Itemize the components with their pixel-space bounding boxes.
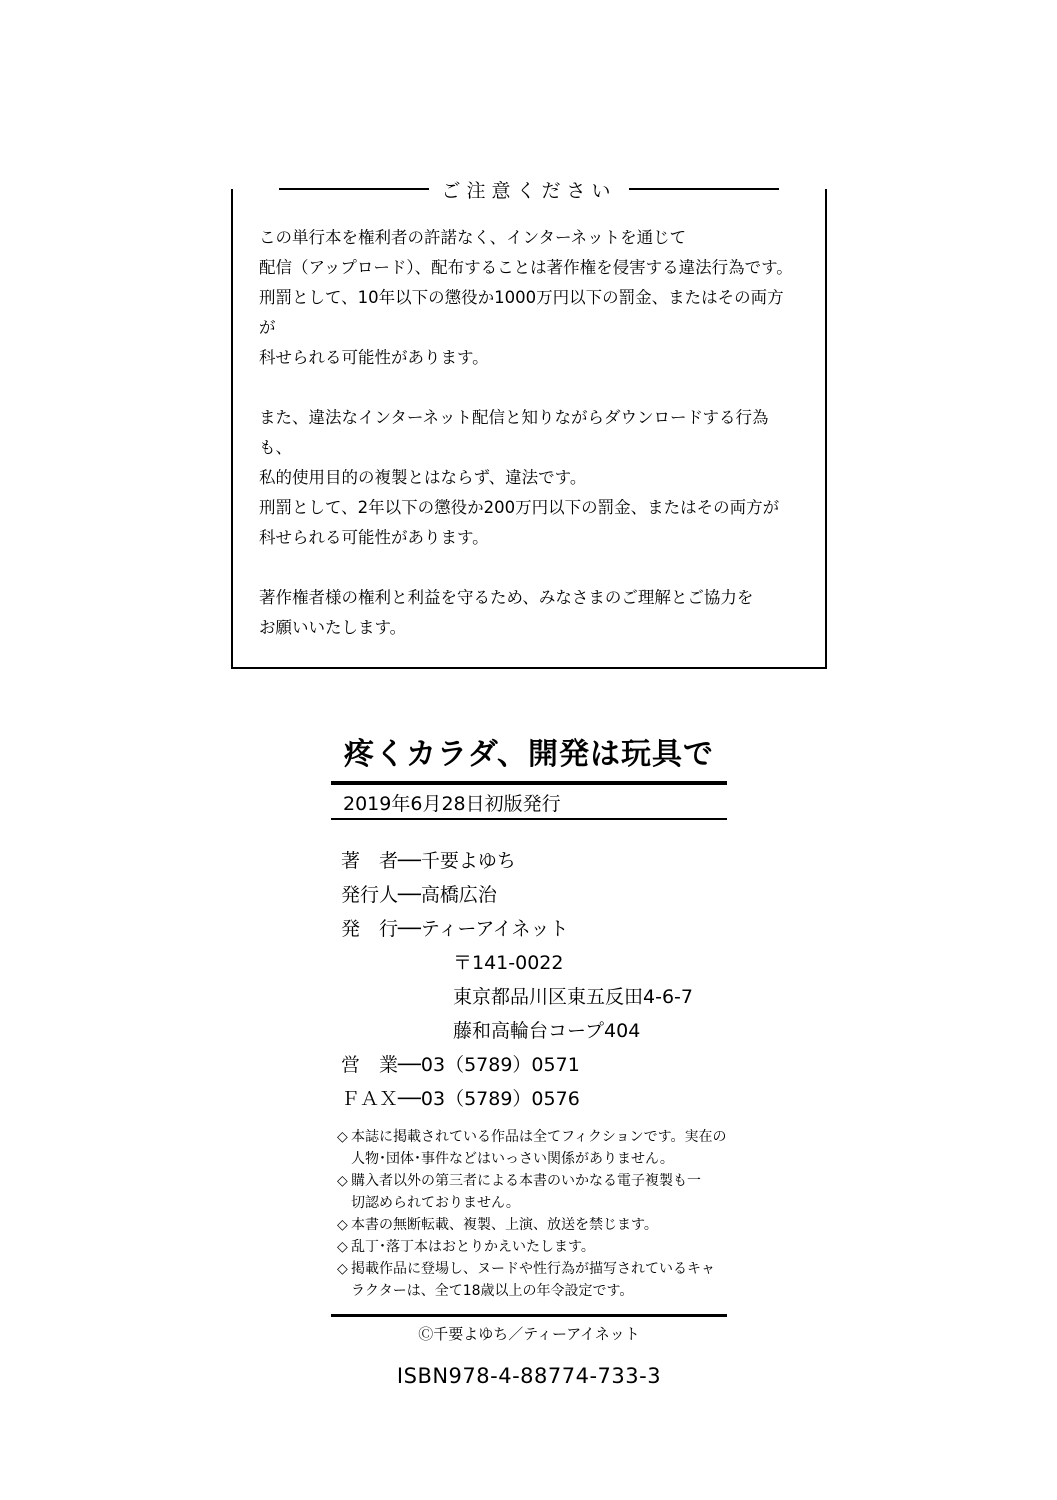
notice-line: 科せられる可能性があります。 bbox=[259, 348, 489, 367]
credit-label: 発 行 bbox=[341, 918, 399, 940]
disclaimers-block bbox=[331, 1126, 727, 1302]
copyright-line: Ⓒ千要よゆち／ティーアイネット bbox=[418, 1325, 640, 1343]
credit-row-author bbox=[341, 844, 727, 878]
isbn-line: ISBN978-4-88774-733-3 bbox=[396, 1364, 662, 1388]
credit-label: 著 者 bbox=[341, 850, 399, 872]
copyright-notice-panel bbox=[231, 178, 827, 669]
disclaimer-line: ラクターは、全て18歳以上の年令設定です。 bbox=[351, 1283, 634, 1299]
address-line-1: 東京都品川区東五反田4-6-7 bbox=[453, 986, 693, 1008]
credits-block bbox=[331, 844, 727, 1116]
credit-label: 発行人 bbox=[341, 884, 399, 906]
disclaimer-item bbox=[337, 1126, 727, 1170]
notice-line: この単行本を権利者の許諾なく、インターネットを通じて bbox=[259, 228, 687, 247]
disclaimer-line: 本書の無断転載、複製、上演、放送を禁じます。 bbox=[351, 1217, 658, 1233]
credit-value: 高橋広治 bbox=[420, 884, 497, 906]
address-line-2: 藤和高輪台コープ404 bbox=[453, 1020, 641, 1042]
credit-separator: ── bbox=[398, 850, 421, 872]
disclaimer-item bbox=[337, 1214, 727, 1236]
disclaimer-line: 乱丁･落丁本はおとりかえいたします。 bbox=[351, 1239, 595, 1255]
contact-row-fax bbox=[341, 1082, 727, 1116]
diamond-icon: ◇ bbox=[337, 1173, 348, 1189]
disclaimer-line: 掲載作品に登場し、ヌードや性行為が描写されているキャ bbox=[351, 1261, 715, 1277]
disclaimer-item bbox=[337, 1258, 727, 1302]
notice-body bbox=[259, 223, 799, 643]
contact-row-sales bbox=[341, 1048, 727, 1082]
notice-line: お願いいたします。 bbox=[259, 618, 407, 637]
disclaimer-line: 切認められておりません。 bbox=[351, 1195, 520, 1211]
disclaimer-line: 購入者以外の第三者による本書のいかなる電子複製も一 bbox=[351, 1173, 701, 1189]
publication-date: 2019年6月28日初版発行 bbox=[343, 793, 561, 815]
book-title: 疼くカラダ、開発は玩具で bbox=[344, 737, 714, 772]
credit-value: ティーアイネット bbox=[420, 918, 569, 940]
contact-label: ＦＡＸ bbox=[341, 1088, 399, 1110]
notice-line: 科せられる可能性があります。 bbox=[259, 528, 489, 547]
notice-box bbox=[231, 189, 827, 669]
address-postal-code: 〒141-0022 bbox=[453, 952, 564, 974]
credit-separator: ── bbox=[398, 918, 421, 940]
notice-line: 私的使用目的の複製とはならず、違法です。 bbox=[259, 468, 587, 487]
disclaimer-line: 人物･団体･事件などはいっさい関係がありません。 bbox=[351, 1151, 674, 1167]
notice-paragraph-gap bbox=[259, 553, 799, 583]
notice-line: また、違法なインターネット配信と知りながらダウンロードする行為も、 bbox=[259, 408, 769, 457]
disclaimer-item bbox=[337, 1236, 727, 1258]
notice-line: 著作権者様の権利と利益を守るため、みなさまのご理解とご協力を bbox=[259, 588, 754, 607]
notice-title: ご注意ください bbox=[441, 179, 617, 202]
disclaimer-line: 本誌に掲載されている作品は全てフィクションです。実在の bbox=[351, 1129, 727, 1145]
contact-separator: ── bbox=[398, 1054, 421, 1076]
credit-separator: ── bbox=[398, 884, 421, 906]
credit-row-publisher bbox=[341, 912, 727, 946]
diamond-icon: ◇ bbox=[337, 1239, 348, 1255]
contact-value: 03（5789）0571 bbox=[420, 1054, 580, 1076]
contact-value: 03（5789）0576 bbox=[420, 1088, 580, 1110]
notice-line: 刑罰として、10年以下の懲役か1000万円以下の罰金、またはその両方が bbox=[259, 288, 784, 337]
colophon bbox=[331, 735, 727, 1388]
disclaimer-item bbox=[337, 1170, 727, 1214]
diamond-icon: ◇ bbox=[337, 1261, 348, 1277]
notice-paragraph-gap bbox=[259, 373, 799, 403]
notice-line: 刑罰として、2年以下の懲役か200万円以下の罰金、またはその両方が bbox=[259, 498, 780, 517]
diamond-icon: ◇ bbox=[337, 1129, 348, 1145]
notice-line: 配信（アップロード）、配布することは著作権を侵害する違法行為です。 bbox=[259, 258, 793, 277]
contact-label: 営 業 bbox=[341, 1054, 399, 1076]
publication-date-rule bbox=[331, 818, 727, 820]
diamond-icon: ◇ bbox=[337, 1217, 348, 1233]
credit-value: 千要よゆち bbox=[420, 850, 516, 872]
contact-separator: ── bbox=[398, 1088, 421, 1110]
credit-row-publisher-person bbox=[341, 878, 727, 912]
